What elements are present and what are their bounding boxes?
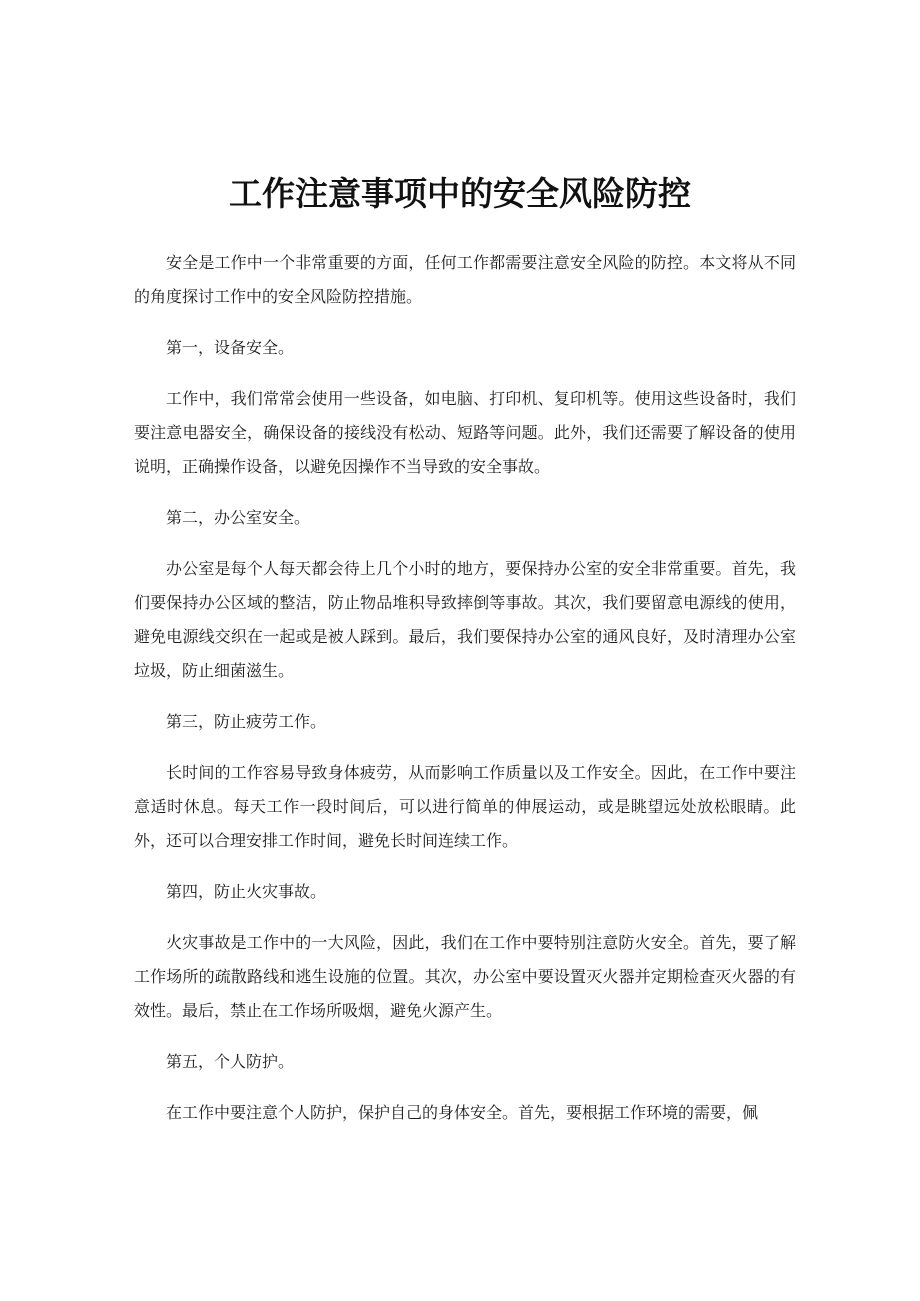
section-paragraph-4: 火灾事故是工作中的一大风险，因此，我们在工作中要特别注意防火安全。首先，要了解工作场所的疏散路线和逃生设施的位置。其次，办公室中要设置灭火器并定期检查灭火器的有效性。最后，禁止在工作场所吸烟，避免火源产生。 [134, 933, 796, 1020]
section-paragraph-1: 工作中，我们常常会使用一些设备，如电脑、打印机、复印机等。使用这些设备时，我们要注意电器安全，确保设备的接线没有松动、短路等问题。此外，我们还需要了解设备的使用说明，正确操作设备，以避免因操作不当导致的安全事故。 [134, 389, 796, 476]
document-body [134, 246, 796, 1147]
section-paragraph-5: 在工作中要注意个人防护，保护自己的身体安全。首先，要根据工作环境的需要，佩 [166, 1103, 759, 1122]
section-heading-4: 第四，防止火灾事故。 [166, 882, 327, 901]
section-heading-1: 第一，设备安全。 [166, 338, 295, 357]
document-title: 工作注意事项中的安全风险防控 [229, 174, 691, 213]
section-heading-3: 第三，防止疲劳工作。 [166, 712, 327, 731]
section-heading-2: 第二，办公室安全。 [166, 508, 311, 527]
section-heading-5: 第五，个人防护。 [166, 1052, 295, 1071]
intro-paragraph: 安全是工作中一个非常重要的方面，任何工作都需要注意安全风险的防控。本文将从不同的角度探讨工作中的安全风险防控措施。 [134, 253, 796, 306]
section-paragraph-3: 长时间的工作容易导致身体疲劳，从而影响工作质量以及工作安全。因此，在工作中要注意适时休息。每天工作一段时间后，可以进行简单的伸展运动，或是眺望远处放松眼睛。此外，还可以合理安排工作时间，避免长时间连续工作。 [134, 763, 796, 850]
section-paragraph-2: 办公室是每个人每天都会待上几个小时的地方，要保持办公室的安全非常重要。首先，我们要保持办公区域的整洁，防止物品堆积导致摔倒等事故。其次，我们要留意电源线的使用，避免电源线交织在一起或是被人踩到。最后，我们要保持办公室的通风良好，及时清理办公室垃圾，防止细菌滋生。 [134, 559, 796, 680]
